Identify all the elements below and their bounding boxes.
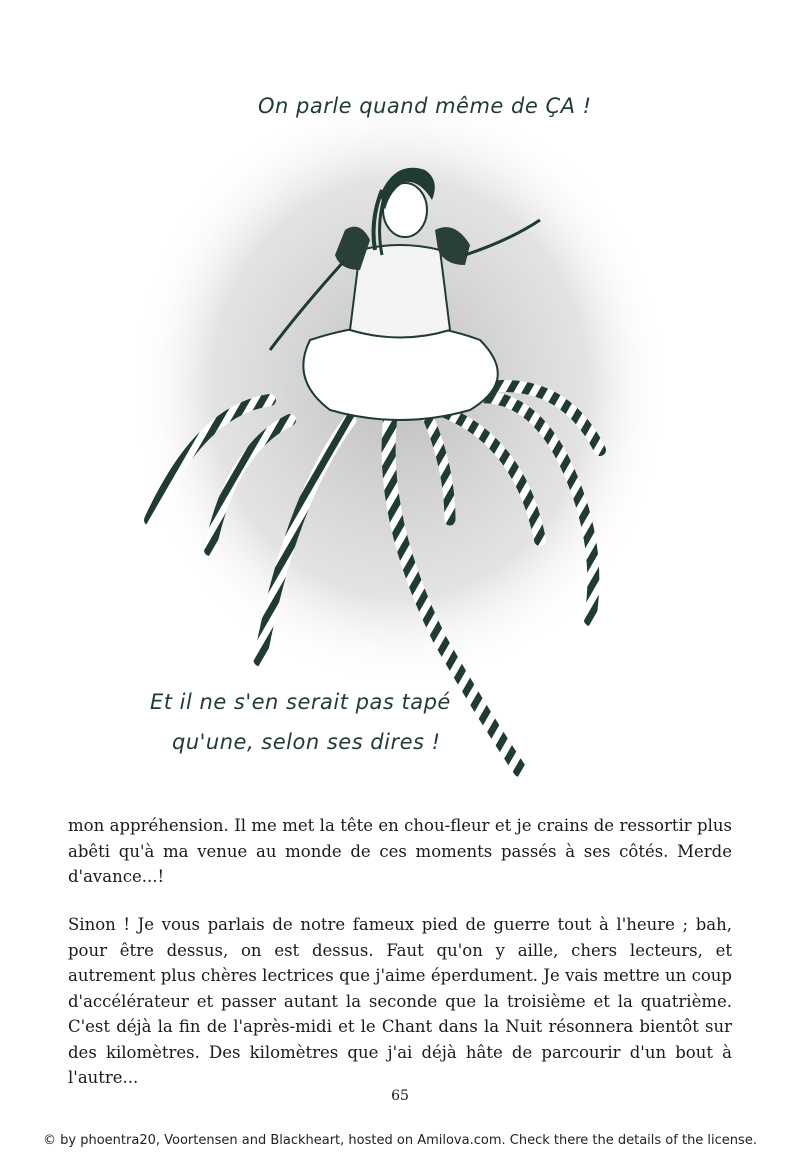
illustration-caption-bottom-line2: qu'une, selon ses dires !: [172, 730, 441, 754]
body-paragraph: mon appréhension. Il me met la tête en chou-fleur et je crains de ressortir plus abêti qu'à ma venue au monde de ces moments passés à ses côtés. Merde d'avance...!: [68, 816, 732, 886]
page-number: 65: [391, 1088, 409, 1104]
illustration-caption-bottom-line1: Et il ne s'en serait pas tapé: [150, 690, 451, 714]
license-notice: © by phoentra20, Voortensen and Blackheart, hosted on Amilova.com. Check there the details of the license.: [43, 1133, 757, 1148]
illustration-caption-top: On parle quand même de ÇA !: [258, 94, 592, 118]
spider-woman-illustration: [120, 80, 680, 780]
body-paragraph: Sinon ! Je vous parlais de notre fameux pied de guerre tout à l'heure ; bah, pour être dessus, on est dessus. Faut qu'on y aille, chers lecteurs, et autrement plus chères lectrices que j'aime éperdument. Je vais mettre un coup d'accélérateur et passer autant la seconde que la troisième et la quatrième. C'est déjà la fin de l'après-midi et le Chant dans la Nuit résonnera bientôt sur des kilomètres. Des kilomètres que j'ai déjà hâte de parcourir d'un bout à l'autre...: [68, 915, 732, 1087]
